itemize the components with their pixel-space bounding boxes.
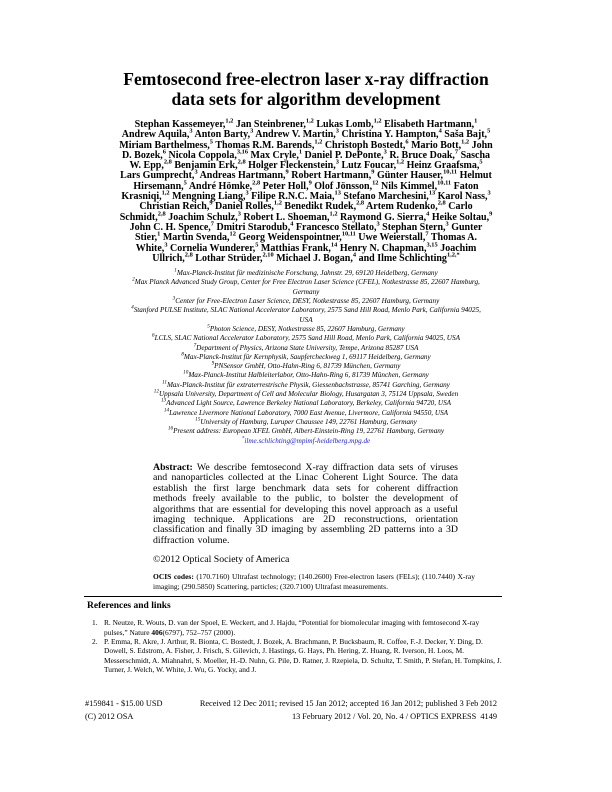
affiliation-number: 6 (152, 332, 155, 339)
affiliation-number: 1 (174, 267, 177, 274)
page-footer (85, 697, 497, 723)
reference-text: R. Neutze, R. Wouts, D. van der Spoel, E. Weckert, and J. Hajdu, “Potential for biomolecular imaging with femtosecond X-ray pulses,” Nature 406(6797), 752–757 (2000). (104, 618, 480, 637)
author-list (0, 117, 612, 264)
references-heading: References and links (87, 601, 171, 612)
affiliation-number: 15 (195, 416, 201, 423)
affiliation-number: 4 (131, 304, 134, 311)
affiliation-text: Center for Free-Electron Laser Science, DESY, Notkestrasse 85, 22607 Hamburg, Germany (175, 297, 440, 306)
affiliation-item (130, 334, 482, 343)
reference-item (92, 618, 502, 637)
affiliation-item (130, 306, 482, 325)
author-line: Schmidt,$^{2,8}$ Joachim Schulz,$^3$ Robert L. Shoeman,$^{1,2}$ Raymond G. Sierra,$^4$ Heike Soltau,$^9$ (119, 210, 493, 223)
affiliation-item (130, 409, 482, 418)
affiliation-item (130, 278, 482, 297)
author-line: Andrew Aquila,$^3$ Anton Barty,$^3$ Andrew V. Martin,$^3$ Christina Y. Hampton,$^4$ Saša Bajt,$^5$ (121, 127, 491, 141)
affiliation-item (130, 353, 482, 362)
reference-text: P. Emma, R. Akre, J. Arthur, R. Bionta, C. Bostedt, J. Bozek, A. Brachmann, P. Bucksbaum, R. Coffee, F.-J. Decker, Y. Ding, D. Dowell, S. Edstrom, A. Fisher, J. Frisch, S. Gilevich, J. Hastings, G. Hays, Ph. Hering, Z. Huang, R. Iverson, H. Loos, M. Messerschmidt, A. Miahnahri, S. Moeller, H.-D. Nuhn, G. Pile, D. Ratner, J. Rzepiela, D. Schultz, T. Smith, P. Stefan, H. Tompkins, J. Turner, J. Welch, W. White, J. Wu, G. Yocky, and J. (104, 637, 502, 674)
email-address[interactable]: ilme.schlichting@mpimf-heidelberg.mpg.de (244, 436, 371, 445)
received-dates: Received 12 Dec 2011; revised 15 Jan 2012; accepted 16 Jan 2012; published 3 Feb 2012 (199, 699, 497, 708)
reference-number: 1. (92, 618, 98, 628)
affiliation-item (130, 390, 482, 399)
corresponding-author-email[interactable] (0, 437, 612, 447)
affiliation-text: Present address: European XFEL GmbH, Albert-Einstein-Ring 19, 22761 Hamburg, Germany (173, 427, 445, 436)
author-line: John C. H. Spence,$^7$ Dmitri Starodub,$^4$ Francesco Stellato,$^3$ Stephan Stern,$^3$ Gunter (129, 220, 483, 233)
footer-row-2 (85, 710, 497, 723)
abstract-text: We describe femtosecond X-ray diffraction data sets of viruses and nanoparticles collected at the Linac Coherent Light Source. The data establish the first large benchmark data sets for coherent diffraction methods freely available to the public, to bolster the development of algorithms that are essential for developing this novel approach as a useful imaging technique. Applications are 2D reconstructions, orientation classification and finally 3D imaging by assembling 2D patterns into a 3D diffraction volume. (153, 462, 458, 546)
affiliation-item (130, 325, 482, 334)
affiliation-text: University of Hamburg, Luruper Chaussee 149, 22761 Hamburg, Germany (200, 417, 417, 426)
affiliation-number: 11 (162, 379, 167, 386)
affiliation-text: Lawrence Livermore National Laboratory, 7000 East Avenue, Livermore, California 94550, USA (169, 408, 449, 417)
paper-title-line: data sets for algorithm development (171, 88, 441, 109)
author-line: Miriam Barthelmess,$^5$ Thomas R.M. Barends,$^{1,2}$ Christoph Bostedt,$^6$ Mario Bott,$^{1,2}$ John (119, 138, 493, 151)
affiliation-number: 8 (181, 351, 184, 358)
affiliation-text: Max-Planck-Institut für medizinische Forschung, Jahnstr. 29, 69120 Heidelberg, Germany (176, 269, 438, 278)
affiliation-text: Uppsala University, Department of Cell and Molecular Biology, Husargatan 3, 75124 Uppsala, Sweden (158, 390, 459, 399)
abstract-label: Abstract: (153, 462, 193, 473)
affiliation-number: 9 (211, 360, 215, 367)
author-line: Lars Gumprecht,$^3$ Andreas Hartmann,$^9$ Robert Hartmann,$^9$ Günter Hauser,$^{10,11}$ Helmut (120, 169, 492, 182)
affiliation-number: 16 (167, 425, 174, 432)
affiliation-text: Stanford PULSE Institute, SLAC National Accelerator Laboratory, 2575 Sand Hill Road, Menlo Park, California 94025, USA (133, 306, 481, 324)
affiliation-item (130, 371, 482, 380)
reference-list (92, 618, 502, 674)
ocis-codes-block (153, 572, 475, 591)
footer-row-1 (85, 697, 497, 710)
affiliation-text: Max-Planck-Institut für Kernphysik, Saupfercheckweg 1, 69117 Heidelberg, Germany (183, 352, 431, 361)
author-line: White,$^3$ Cornelia Wunderer,$^5$ Matthias Frank,$^{14}$ Henry N. Chapman,$^{3,15}$ Joachim (135, 241, 477, 254)
author-line: Ullrich,$^{2,8}$ Lothar Strüder,$^{2,10}$ Michael J. Bogan,$^4$ and Ilme Schlichting$^{1,2,*}$ (152, 251, 460, 264)
affiliation-number: 13 (160, 397, 167, 404)
affiliation-text: Max-Planck-Institut für extraterrestrische Physik, Giessenbachstrasse, 85741 Garching, Germany (166, 380, 450, 389)
affiliation-text: Photon Science, DESY, Notkestrasse 85, 22607 Hamburg, Germany (209, 324, 405, 333)
journal-citation: 13 February 2012 / Vol. 20, No. 4 / OPTICS EXPRESS 4149 (291, 712, 497, 721)
paper-title-line: Femtosecond free-electron laser x-ray diffraction (123, 69, 489, 89)
affiliation-text: Max-Planck-Institut Halbleiterlabor, Otto-Hahn-Ring 6, 81739 München, Germany (188, 371, 429, 380)
affiliation-number: 2 (132, 277, 135, 284)
publisher-copyright: (C) 2012 OSA (85, 712, 134, 721)
author-line: Krasniqi,$^{1,2}$ Mengning Liang,$^3$ Filipe R.N.C. Maia,$^{13}$ Stefano Marchesini,$^{13}$ Karol Nass,$^3$ (121, 189, 491, 203)
reference-number: 2. (92, 637, 98, 647)
affiliation-number: 7 (193, 342, 197, 349)
author-line: W. Epp,$^{2,8}$ Benjamin Erk,$^{2,8}$ Holger Fleckenstein,$^3$ Lutz Foucar,$^{1,2}$ Heinz Graafsma,$^5$ (129, 158, 483, 172)
affiliation-text: Advanced Light Source, Lawrence Berkeley National Laboratory, Berkeley, California 94720, USA (166, 399, 452, 408)
affiliation-text: PNSensor GmbH, Otto-Hahn-Ring 6, 81739 München, Germany (214, 362, 401, 371)
ocis-label: OCIS codes: (153, 572, 194, 582)
copyright-line: ©2012 Optical Society of America (153, 554, 290, 566)
affiliation-list (130, 269, 482, 436)
affiliation-item (130, 418, 482, 427)
affiliation-item (130, 381, 482, 390)
affiliation-number: 3 (172, 295, 176, 302)
affiliation-text: Department of Physics, Arizona State University, Tempe, Arizona 85287 USA (196, 343, 419, 352)
author-line: Christian Reich,$^9$ Daniel Rolles,$^{1,2}$ Benedikt Rudek,$^{2,8}$ Artem Rudenko,$^{2,8}$ Carlo (139, 200, 473, 213)
affiliation-text: LCLS, SLAC National Accelerator Laboratory, 2575 Sand Hill Road, Menlo Park, California 94025, USA (154, 334, 460, 343)
affiliation-item (130, 297, 482, 306)
manuscript-id: #159841 - $15.00 USD (85, 699, 163, 708)
affiliation-item (130, 427, 482, 436)
affiliation-number: 5 (207, 323, 210, 330)
author-line: D. Bozek,$^6$ Nicola Coppola,$^{3,16}$ Max Cryle,$^1$ Daniel P. DePonte,$^3$ R. Bruce Doak,$^7$ Sascha (121, 148, 491, 161)
affiliation-number: 10 (183, 370, 189, 377)
section-divider (84, 596, 502, 597)
affiliation-number: 14 (163, 407, 170, 414)
email-asterisk: * (241, 435, 245, 442)
abstract-block (153, 463, 458, 546)
paper-title (0, 0, 612, 109)
reference-item (92, 637, 502, 674)
affiliation-number: 12 (153, 388, 159, 395)
author-line: Hirsemann,$^5$ André Hömke,$^{2,8}$ Peter Holl,$^9$ Olof Jönsson,$^{12}$ Nils Kimmel,$^{10,11}$ Faton (133, 179, 479, 192)
affiliation-text: Max Planck Advanced Study Group, Center for Free Electron Laser Science (CFEL), Notkestrasse 85, 22607 Hamburg, Germany (134, 278, 480, 296)
author-line: Stier,$^1$ Martin Svenda,$^{12}$ Georg Weidenspointner,$^{10,11}$ Uwe Weierstall,$^7$ Thomas A. (135, 230, 477, 244)
author-line: Stephan Kassemeyer,$^{1,2}$ Jan Steinbrener,$^{1,2}$ Lukas Lomb,$^{1,2}$ Elisabeth Hartmann,$^1$ (134, 117, 478, 130)
ocis-text: (170.7160) Ultrafast technology; (140.2600) Free-electron lasers (FELs); (110.7440) X-ray imaging; (290.5850) Scattering, particles; (320.7100) Ultrafast measurements. (153, 572, 476, 591)
affiliation-item (130, 399, 482, 408)
